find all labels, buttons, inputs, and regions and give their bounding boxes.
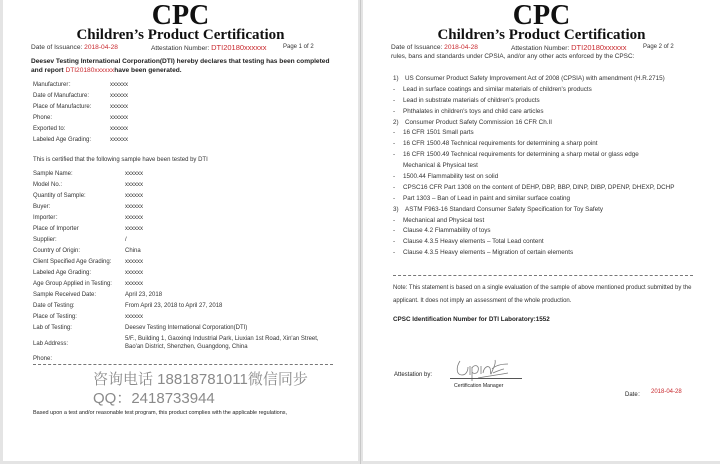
regulation-text: Part 1303 – Ban of Lead in paint and similar surface coating [403,194,570,202]
regulation-item [393,150,674,161]
lab-address-value [125,335,319,351]
watermark-qq: QQ：2418733944 [93,390,215,407]
watermark-phone: 咨询电话 18818781011微信同步 [93,371,308,388]
regulation-item [393,128,674,139]
regulation-heading [393,118,674,129]
attestation-label: Attestation Number: [151,45,210,52]
regulation-text: Clause 4.3.5 Heavy elements – Total Lead content [403,238,544,246]
regulation-item [393,226,674,237]
list-marker: - [393,227,396,235]
sample-label: Age Group Applied in Testing: [33,281,112,287]
info-label: Place of Manufacture: [33,104,92,110]
sample-label: Model No.: [33,182,63,188]
page-indicator: Page 1 of 2 [283,44,314,50]
sample-row [33,235,333,246]
sample-row [33,323,333,334]
list-marker: - [393,129,396,137]
issuance-label: Date of Issuance: [391,44,443,51]
regulation-text: Clause 4.3.5 Heavy elements – Migration of certain elements [403,249,574,257]
lab-address-line1: 5/F., Building 1, Gaoxinqi Industrial Park, Liuxian 1st Road, Xin'an Street, [125,336,319,342]
regulations-list [393,74,674,259]
info-label: Phone: [33,115,53,121]
date-value: 2018-04-28 [651,389,682,395]
issuance-date-field [31,43,118,52]
dotted-separator [33,364,333,365]
sample-row [33,213,333,224]
info-row [33,113,333,124]
sample-row [33,169,333,180]
sample-row [33,202,333,213]
info-label: Manufacturer： [33,82,75,88]
list-marker: - [393,85,396,93]
dotted-separator [393,275,693,276]
sample-value: From April 23, 2018 to April 27, 2018 [125,303,223,309]
sample-value: xxxxxx [125,259,143,265]
regulation-text: 1500.44 Flammability test on solid [403,173,499,181]
list-marker: - [393,238,396,246]
cpc-heading: CPC [151,0,210,31]
regulation-item [393,96,674,107]
regulation-text: ASTM F963-16 Standard Consumer Safety Specification for Toy Safety [405,205,603,213]
regulation-text: Clause 4.2 Flammability of toys [403,227,491,235]
regulation-text: Lead in substrate materials of children's products [403,96,540,104]
info-label: Date of Manufacture: [33,93,90,99]
sample-row [33,257,333,268]
sample-value: / [125,237,127,243]
regulation-item [393,107,674,118]
declaration-part1: Deesev Testing International Corporation(DTI) hereby declares that testing has been completed and report [31,58,330,74]
regulation-text: US Consumer Product Safety Improvement Act of 2008 (CPSIA) with amendment (H.R.2715) [405,75,665,82]
lab-address-row [33,334,333,354]
info-row [33,102,333,113]
sample-label: Place of Testing: [33,314,77,320]
sample-label: Supplier: [33,237,57,243]
info-row [33,80,333,91]
list-marker: - [393,151,396,159]
evaluation-note: Note: This statement is based on a single evaluation of the sample of above mentioned product submitted by the applicant. It does not imply an assessment of the whole production. [393,285,692,304]
regulation-item [393,237,674,248]
lab-address-label: Lab Address: [33,341,69,347]
regulation-text: CPSC16 CFR Part 1308 on the content of DEHP, DBP, BBP, DINP, DIBP, DPENP, DHEXP, DCHP [403,183,675,191]
list-marker: - [393,194,396,202]
signature-caption: Certification Manager [454,383,504,389]
regulation-item [393,248,674,259]
sample-value: xxxxxx [125,281,143,287]
info-value: xxxxxx [110,104,128,110]
declaration-text [31,57,336,75]
regulation-text: Phthalates in children's toys and child care articles [403,107,544,115]
regulation-item [393,172,674,183]
list-marker: 2) [393,118,399,126]
sample-value: Deesev Testing International Corporation(DTI) [125,325,248,331]
attestation-label: Attestation Number: [511,45,570,52]
regulation-text: 16 CFR 1500.48 Technical requirements for determining a sharp point [403,140,598,148]
info-value: xxxxxx [110,126,128,132]
regulation-item [393,216,674,227]
info-row [33,91,333,102]
rules-intro: rules, bans and standards under CPSIA, and/or any other acts enforced by the CPSC: [391,53,635,60]
certificate-page-2 [363,0,720,461]
list-marker: - [393,140,396,148]
sample-label: Buyer: [33,204,51,210]
sample-row [33,268,333,279]
page-indicator: Page 2 of 2 [643,44,674,50]
certificate-page-1 [3,0,358,461]
list-marker: - [393,173,396,181]
sample-label: Country of Origin: [33,248,81,254]
regulation-heading [393,205,674,216]
regulation-text: Mechanical and Physical test [403,216,485,224]
cpsc-identification: CPSC Identification Number for DTI Laboratory:1552 [393,316,550,323]
sample-label: Place of Importer [33,226,79,232]
regulation-subheading [393,161,674,172]
certificate-title: Children’s Product Certification [76,27,285,43]
list-marker: - [393,249,396,257]
sample-row [33,279,333,290]
sample-value: xxxxxx [125,171,143,177]
sample-value: April 23, 2018 [125,292,163,298]
regulation-text: Lead in surface coatings and similar materials of children's products [403,85,592,93]
sample-label: Sample Received Date: [33,292,97,298]
header-meta [391,43,700,52]
regulation-item [393,139,674,150]
regulation-item [393,183,674,194]
attestation-by-label: Attestation by: [394,372,433,378]
issuance-date-field [391,43,478,52]
regulation-text: Mechanical & Physical test [403,162,478,170]
regulation-text: 16 CFR 1501 Small parts [403,129,474,137]
attestation-number-field [151,43,267,53]
sample-label: Quantity of Sample: [33,193,86,199]
sample-value: xxxxxx [125,226,143,232]
cpc-heading: CPC [512,0,571,31]
sample-row [33,290,333,301]
sample-label: Client Specified Age Grading: [33,259,112,265]
sample-value: xxxxxx [125,204,143,210]
regulation-item [393,194,674,205]
attestation-number: DTI20180xxxxxx [211,43,267,52]
sample-label: Date of Testing: [33,303,75,309]
compliance-footer: Based upon a test and/or reasonable test program, this product complies with the applicable regulations, [33,410,288,416]
sample-row [33,180,333,191]
issuance-label: Date of Issuance: [31,44,83,51]
regulation-heading [393,74,674,85]
issuance-date: 2018-04-28 [84,44,118,51]
info-row [33,135,333,146]
sample-row [33,246,333,257]
issuance-date: 2018-04-28 [444,44,478,51]
info-label: Labeled Age Grading: [33,137,92,143]
tested-statement: This is certified that the following sample have been tested by DTI [33,157,208,163]
manufacturer-info [33,80,333,146]
sample-value: xxxxxx [125,215,143,221]
list-marker: - [393,183,396,191]
regulation-item [393,85,674,96]
info-value: xxxxxx [110,137,128,143]
list-marker: - [393,96,396,104]
sample-row [33,191,333,202]
info-row [33,124,333,135]
sample-value: China [125,248,141,254]
list-marker: - [393,216,396,224]
sample-row [33,312,333,323]
sample-value: xxxxxx [125,182,143,188]
list-marker: - [393,107,396,115]
certificate-title: Children’s Product Certification [437,27,646,43]
sample-label: Importer： [33,215,62,221]
sample-label: Labeled Age Grading: [33,270,92,276]
date-label: Date： [625,392,644,398]
regulation-text: Consumer Product Safety Commission 16 CFR Ch.II [405,118,552,126]
list-marker: 1) [393,75,399,82]
lab-address-line2: Bao'an District, Shenzhen, Guangdong, China [125,344,248,350]
sample-info [33,169,333,365]
sample-label: Sample Name: [33,171,73,177]
sample-row [33,224,333,235]
declaration-part2: have been generated. [114,67,182,74]
info-value: xxxxxx [110,93,128,99]
info-label: Exported to: [33,126,66,132]
sample-value: xxxxxx [125,270,143,276]
sample-row [33,301,333,312]
phone-label: Phone: [33,356,53,362]
regulation-text: 16 CFR 1500.49 Technical requirements for determining a sharp metal or glass edge [403,151,639,159]
sample-value: xxxxxx [125,314,143,320]
sample-label: Lab of Testing: [33,325,72,331]
list-marker: 3) [393,205,399,213]
sample-value: xxxxxx [125,193,143,199]
info-value: xxxxxx [110,115,128,121]
signature-line [450,378,522,379]
header-meta [31,43,338,52]
info-value: xxxxxx [110,82,128,88]
declaration-report-number: DTI20180xxxxxx [65,67,115,74]
attestation-number: DTI20180xxxxxx [571,43,627,52]
